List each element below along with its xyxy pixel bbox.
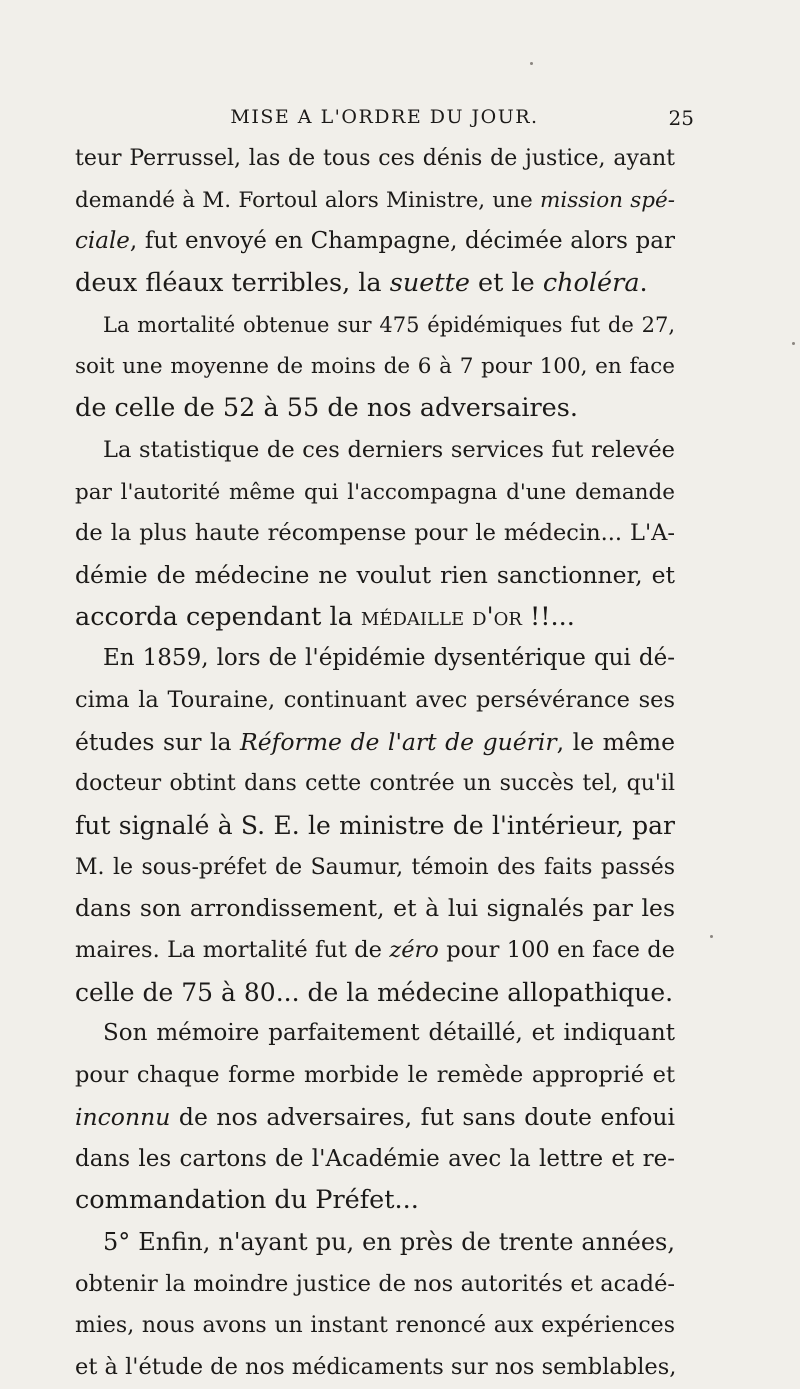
text-run: , le même (556, 727, 676, 756)
text-line (75, 346, 675, 388)
text-line (75, 680, 675, 722)
text-line (75, 138, 675, 180)
text-run: obtenir la moindre justice de nos autorités et acadé- (75, 1270, 675, 1297)
text-run: demandé à M. Fortoul alors Ministre, une (75, 187, 540, 213)
text-line (75, 388, 675, 430)
text-line (75, 555, 675, 597)
italic-run: ciale (75, 228, 130, 255)
text-run: , fut envoyé en Champagne, décimée alors par (129, 228, 675, 255)
text-run: !!... (521, 601, 575, 632)
text-run: La statistique de ces derniers services fut relevée (103, 436, 675, 463)
text-run: soit une moyenne de moins de 6 à 7 pour 100, en face (75, 354, 675, 380)
text-run: dans son arrondissement, et à lui signalés par les (75, 894, 675, 923)
italic-run: choléra (542, 268, 640, 299)
text-run: teur Perrussel, las de tous ces dénis de justice, ayant (75, 146, 675, 171)
text-line (75, 1347, 675, 1389)
text-run: de celle de 52 à 55 de nos adversaires. (75, 393, 578, 424)
text-run: et à l'étude de nos médicaments sur nos semblables, (75, 1353, 677, 1380)
text-line (75, 847, 675, 889)
text-run: mies, nous avons un instant renoncé aux expériences (75, 1313, 675, 1339)
text-run: commandation du Préfet... (75, 1185, 419, 1216)
text-run: dans les cartons de l'Académie avec la lettre et re- (75, 1145, 675, 1172)
italic-run: zéro (389, 937, 439, 964)
small-caps-run: médaille d'or (360, 601, 522, 632)
text-run: pour chaque forme morbide le remède approprié et (75, 1062, 675, 1089)
text-line (75, 888, 675, 930)
text-line (75, 180, 675, 222)
page-number: 25 (668, 106, 694, 130)
text-run: Son mémoire parfaitement détaillé, et indiquant (103, 1020, 675, 1047)
paper-speck (710, 935, 713, 938)
text-line (75, 513, 675, 555)
text-line (75, 1055, 675, 1097)
text-run: cima la Touraine, continuant avec persévérance ses (75, 686, 675, 713)
paper-speck (792, 342, 795, 345)
text-run: . (639, 268, 648, 299)
text-run: En 1859, lors de l'épidémie dysentérique qui dé- (103, 645, 675, 672)
body-text (75, 138, 675, 1389)
text-line (75, 597, 675, 639)
text-run: par l'autorité même qui l'accompagna d'une demande (75, 479, 675, 505)
text-line (75, 930, 675, 972)
text-run: et le (469, 268, 543, 299)
text-run: accorda cependant la (75, 601, 361, 632)
text-run: fut signalé à S. E. le ministre de l'intérieur, par (75, 811, 675, 840)
text-line (75, 722, 675, 764)
text-run: études sur la (75, 727, 241, 756)
text-line (75, 1222, 675, 1264)
text-line (75, 430, 675, 472)
text-run: de nos adversaires, fut sans doute enfoui (170, 1102, 675, 1131)
text-line (75, 1180, 675, 1222)
text-line (75, 1097, 675, 1139)
text-line (75, 1139, 675, 1181)
text-run: La mortalité obtenue sur 475 épidémiques fut de 27, (103, 312, 675, 337)
text-line (75, 805, 675, 847)
text-line (75, 221, 675, 263)
text-run: deux fléaux terribles, la (75, 268, 390, 299)
text-run: maires. La mortalité fut de (75, 937, 390, 964)
text-run: 5° Enfin, n'ayant pu, en près de trente années, (103, 1227, 675, 1256)
italic-run: suette (389, 268, 470, 299)
text-line (75, 263, 675, 305)
text-line (75, 1264, 675, 1306)
text-line (75, 305, 675, 347)
text-line (75, 638, 675, 680)
paper-speck (530, 62, 533, 65)
text-line (75, 972, 675, 1014)
text-run: celle de 75 à 80... de la médecine allopathique. (75, 977, 674, 1007)
text-line (75, 1305, 675, 1347)
running-title: MISE A L'ORDRE DU JOUR. (230, 106, 539, 128)
text-line (75, 472, 675, 514)
text-line (75, 1013, 675, 1055)
text-line (75, 763, 675, 805)
text-run: de la plus haute récompense pour le médecin... L'A- (75, 520, 675, 547)
page-header (75, 106, 694, 136)
italic-run: inconnu (75, 1102, 171, 1131)
italic-run: mission spé- (540, 187, 676, 213)
italic-run: Réforme de l'art de guérir (240, 727, 557, 756)
text-run: démie de médecine ne voulut rien sanctionner, et (75, 560, 675, 589)
text-run: docteur obtint dans cette contrée un succès tel, qu'il (75, 771, 675, 797)
text-run: M. le sous-préfet de Saumur, témoin des faits passés (75, 854, 675, 880)
text-run: pour 100 en face de (438, 937, 675, 964)
